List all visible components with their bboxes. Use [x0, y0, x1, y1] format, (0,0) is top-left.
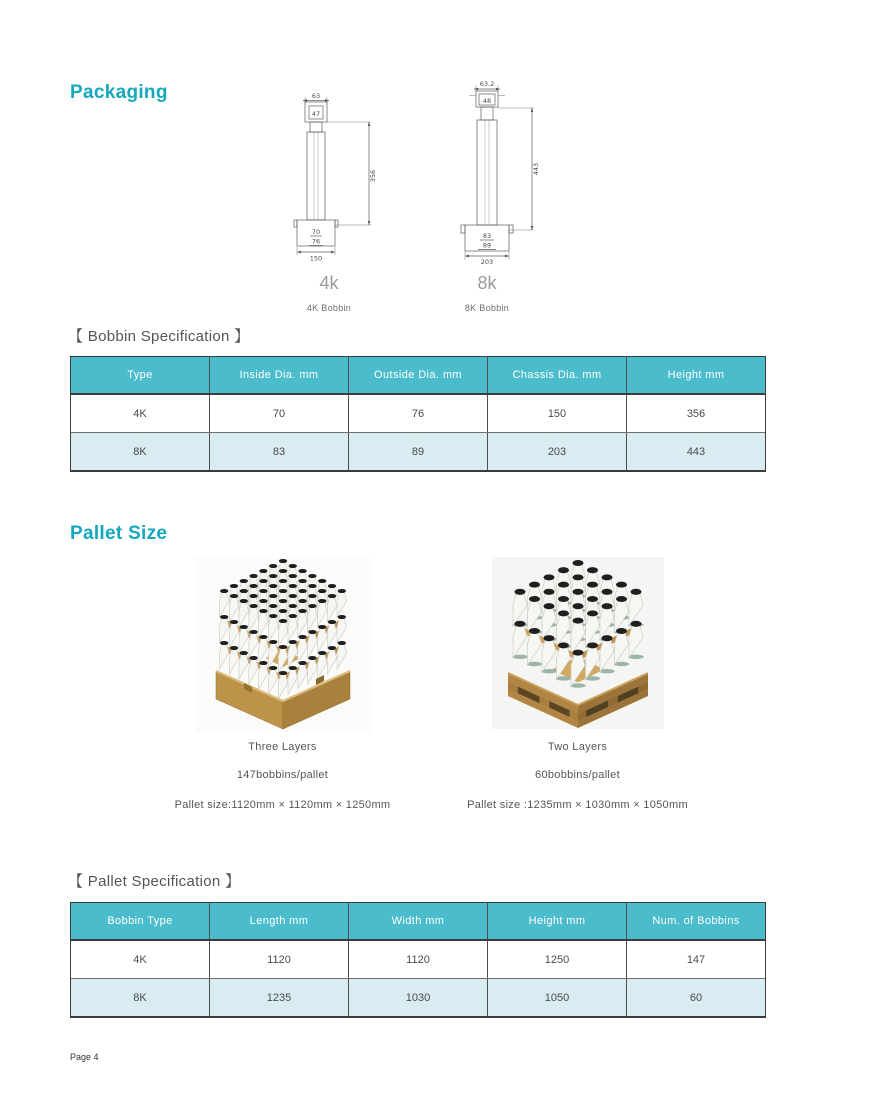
cell: 70 — [210, 395, 349, 432]
cell: 8K — [71, 979, 210, 1016]
table-row — [71, 979, 765, 1016]
pallet-layers-label: Two Layers — [547, 741, 608, 753]
cell: 1250 — [488, 941, 627, 978]
drawing-caption-8k: 8K Bobbin — [464, 303, 510, 313]
table-row — [71, 395, 765, 433]
cell: 89 — [349, 433, 488, 470]
column-header: Inside Dia. mm — [210, 357, 349, 393]
dim-height: 356 — [369, 169, 377, 183]
dim-height: 443 — [532, 162, 540, 176]
dim-inside: 83 — [482, 232, 492, 240]
pallet-size-label: Pallet size :1235mm × 1030mm × 1050mm — [467, 799, 688, 811]
column-header: Bobbin Type — [71, 903, 210, 939]
bobbin-drawing-8k — [432, 80, 552, 265]
column-header: Width mm — [349, 903, 488, 939]
cell: 76 — [349, 395, 488, 432]
cell: 147 — [686, 953, 706, 966]
pallet-bobbins-label: 147bobbins/pallet — [236, 769, 329, 781]
cell: 150 — [488, 395, 627, 432]
cell: 1030 — [349, 979, 488, 1016]
column-header: Num. of Bobbins — [652, 915, 740, 927]
dim-cap: 47 — [311, 110, 321, 118]
pallet-photo-three-layers — [196, 557, 371, 732]
page-number: Page 4 — [70, 1052, 99, 1062]
cell: 443 — [686, 445, 706, 458]
table-row — [71, 433, 765, 470]
column-header: Height mm — [488, 903, 627, 939]
pallet-bobbins-label: 60bobbins/pallet — [535, 769, 620, 781]
cell: 4K — [71, 941, 210, 978]
pallet-size-title: Pallet Size — [70, 523, 168, 544]
dim-chassis: 203 — [480, 258, 494, 265]
dim-top-width: 63.2 — [479, 80, 495, 88]
bobbin-drawing-4k — [274, 92, 384, 262]
dim-inside: 70 — [311, 228, 321, 236]
pallet-spec-table — [70, 902, 766, 1018]
cell: 1120 — [210, 941, 349, 978]
drawing-label-4k: 4k — [319, 273, 339, 293]
column-header: Type — [71, 357, 210, 393]
packaging-title: Packaging — [70, 82, 168, 103]
cell: 4K — [71, 395, 210, 432]
cell: 8K — [71, 433, 210, 470]
column-header: Height mm — [667, 369, 725, 381]
drawing-label-8k: 8k — [477, 273, 497, 293]
dim-cap: 48 — [482, 97, 492, 105]
column-header: Outside Dia. mm — [349, 357, 488, 393]
dim-top-width: 63 — [311, 92, 321, 100]
dim-outside: 89 — [482, 241, 492, 250]
pallet-size-label: Pallet size:1120mm × 1120mm × 1250mm — [174, 799, 391, 811]
dim-chassis: 150 — [309, 254, 323, 262]
pallet-spec-heading: 【 Pallet Specification 】 — [68, 873, 241, 890]
bobbin-spec-table — [70, 356, 766, 472]
pallet-photo-two-layers — [492, 557, 664, 729]
cell: 356 — [686, 407, 706, 420]
table-row — [71, 941, 765, 979]
table-header-row — [71, 357, 765, 395]
column-header: Length mm — [210, 903, 349, 939]
table-header-row — [71, 903, 765, 941]
cell: 83 — [210, 433, 349, 470]
cell: 60 — [689, 991, 703, 1004]
bobbin-spec-heading: 【 Bobbin Specification 】 — [68, 328, 250, 345]
cell: 1235 — [210, 979, 349, 1016]
dim-outside: 76 — [311, 237, 321, 246]
drawing-caption-4k: 4K Bobbin — [306, 303, 352, 313]
cell: 203 — [488, 433, 627, 470]
pallet-layers-label: Three Layers — [248, 741, 317, 753]
cell: 1050 — [488, 979, 627, 1016]
cell: 1120 — [349, 941, 488, 978]
column-header: Chassis Dia. mm — [488, 357, 627, 393]
